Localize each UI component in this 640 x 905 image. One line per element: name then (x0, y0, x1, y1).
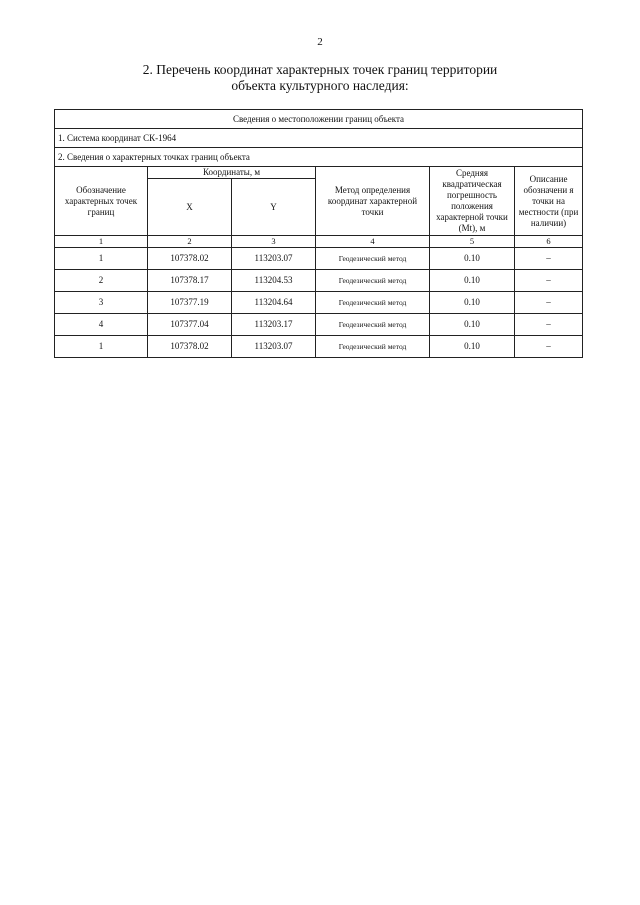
description-cell: – (515, 336, 583, 358)
coord-system: 1. Система координат СК-1964 (55, 129, 583, 148)
point-cell: 4 (55, 314, 148, 336)
error-cell: 0.10 (430, 292, 515, 314)
header-point: Обозначение характерных точек границ (55, 167, 148, 236)
header-row-top (55, 167, 583, 179)
header-x: X (148, 179, 232, 236)
points-info-row (55, 148, 583, 167)
header-method: Метод определения координат характерной точки (316, 167, 430, 236)
column-number: 1 (55, 236, 148, 248)
method-cell: Геодезический метод (316, 248, 430, 270)
header-coordinates: Координаты, м (148, 167, 316, 179)
y-cell: 113203.07 (232, 336, 316, 358)
method-cell: Геодезический метод (316, 336, 430, 358)
column-number: 5 (430, 236, 515, 248)
point-cell: 1 (55, 336, 148, 358)
y-cell: 113203.17 (232, 314, 316, 336)
x-cell: 107378.17 (148, 270, 232, 292)
header-y: Y (232, 179, 316, 236)
x-cell: 107377.19 (148, 292, 232, 314)
column-number: 3 (232, 236, 316, 248)
column-number: 4 (316, 236, 430, 248)
column-numbers-row (55, 236, 583, 248)
error-cell: 0.10 (430, 248, 515, 270)
document-title (0, 62, 640, 94)
method-cell: Геодезический метод (316, 270, 430, 292)
table-row (55, 336, 583, 358)
table-row (55, 248, 583, 270)
description-cell: – (515, 248, 583, 270)
section-header: Сведения о местоположении границ объекта (55, 110, 583, 129)
page-number: 2 (317, 36, 323, 48)
table-row (55, 292, 583, 314)
header-description: Описание обозначени я точки на местности (при наличии) (515, 167, 583, 236)
coordinates-table (54, 109, 583, 358)
y-cell: 113204.53 (232, 270, 316, 292)
description-cell: – (515, 270, 583, 292)
description-cell: – (515, 314, 583, 336)
error-cell: 0.10 (430, 314, 515, 336)
point-cell: 2 (55, 270, 148, 292)
x-cell: 107377.04 (148, 314, 232, 336)
error-cell: 0.10 (430, 270, 515, 292)
y-cell: 113204.64 (232, 292, 316, 314)
column-number: 6 (515, 236, 583, 248)
method-cell: Геодезический метод (316, 292, 430, 314)
title-line-1: 2. Перечень координат характерных точек границ территории (142, 62, 498, 77)
column-number: 2 (148, 236, 232, 248)
x-cell: 107378.02 (148, 248, 232, 270)
point-cell: 3 (55, 292, 148, 314)
method-cell: Геодезический метод (316, 314, 430, 336)
table-row (55, 270, 583, 292)
title-line-2: объекта культурного наследия: (231, 78, 409, 93)
points-info: 2. Сведения о характерных точках границ объекта (55, 148, 583, 167)
y-cell: 113203.07 (232, 248, 316, 270)
table-row (55, 314, 583, 336)
description-cell: – (515, 292, 583, 314)
section-header-row (55, 110, 583, 129)
coord-system-row (55, 129, 583, 148)
x-cell: 107378.02 (148, 336, 232, 358)
header-error: Средняя квадратическая погрешность положения характерной точки (Mt), м (430, 167, 515, 236)
error-cell: 0.10 (430, 336, 515, 358)
point-cell: 1 (55, 248, 148, 270)
